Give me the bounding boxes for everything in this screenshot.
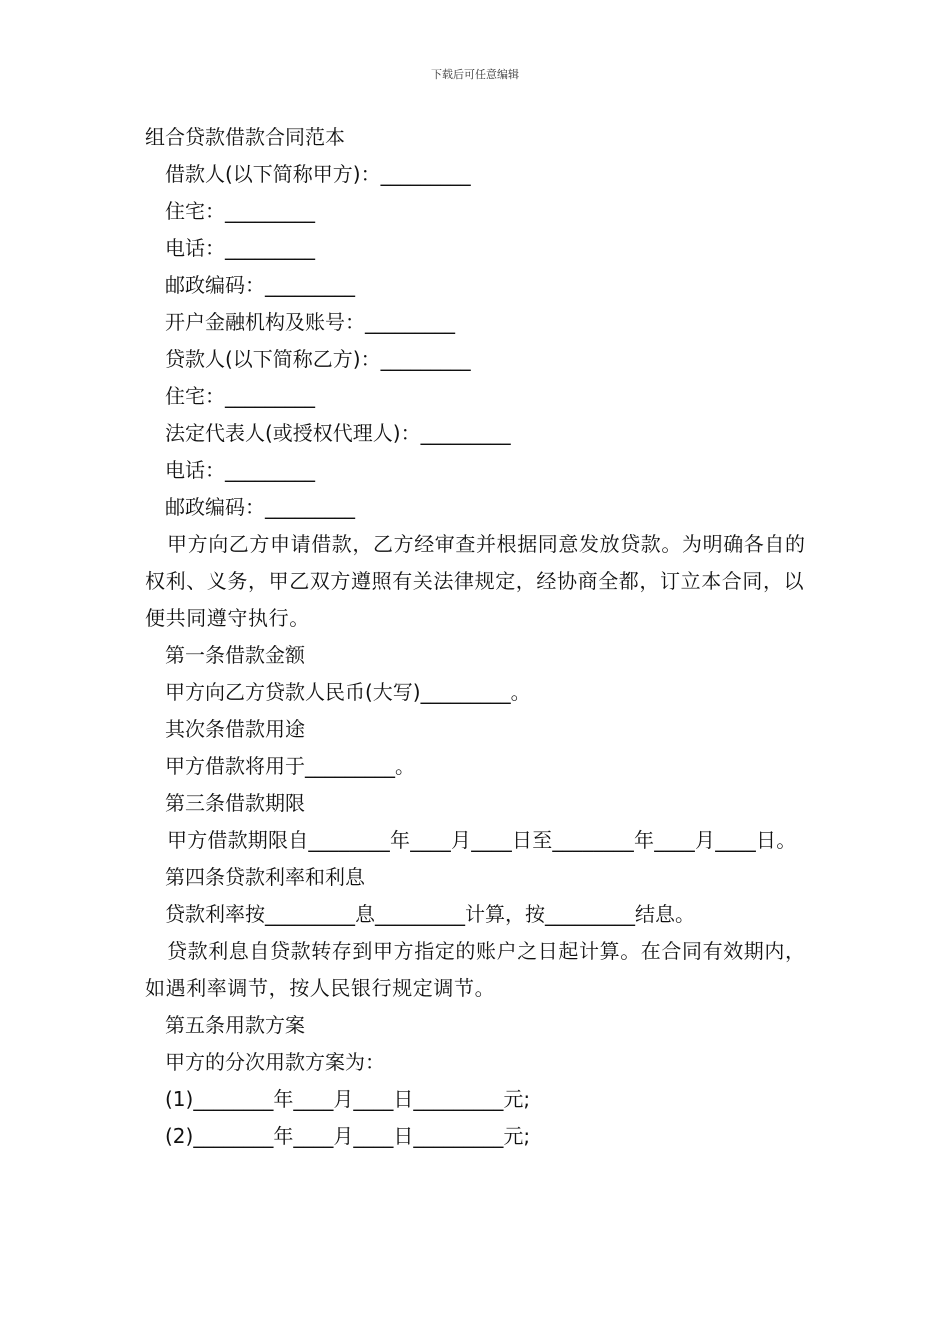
article-5-title: 第五条用款方案 — [165, 1013, 305, 1037]
lender-representative-field: 法定代表人(或授权代理人)：_________ — [165, 421, 511, 445]
article-3-title: 第三条借款期限 — [165, 791, 305, 815]
lender-address-field: 住宅：_________ — [165, 384, 315, 408]
article-1-title: 第一条借款金额 — [165, 643, 305, 667]
borrower-postcode-field: 邮政编码：_________ — [165, 273, 355, 297]
plan-item-2: (2)________年____月____日_________元; — [165, 1124, 531, 1148]
article-5-text: 甲方的分次用款方案为： — [165, 1050, 385, 1074]
interest-paragraph: 贷款利息自贷款转存到甲方指定的账户之日起计算。在合同有效期内，如遇利率调节，按人民银行规定调节。 — [145, 939, 806, 1000]
article-4-title: 第四条贷款利率和利息 — [165, 865, 365, 889]
article-3-text: 甲方借款期限自________年____月____日至________年____月____日。 — [167, 828, 797, 852]
document-title: 组合贷款借款合同范本 — [145, 125, 345, 149]
article-1-text: 甲方向乙方贷款人民币(大写)_________。 — [165, 680, 531, 704]
borrower-name-field: 借款人(以下简称甲方)：_________ — [165, 162, 471, 186]
borrower-phone-field: 电话：_________ — [165, 236, 315, 260]
article-2-text: 甲方借款将用于_________。 — [165, 754, 415, 778]
page-header: 下载后可任意编辑 — [431, 68, 519, 81]
borrower-address-field: 住宅：_________ — [165, 199, 315, 223]
article-2-title: 其次条借款用途 — [165, 717, 305, 741]
lender-postcode-field: 邮政编码：_________ — [165, 495, 355, 519]
intro-paragraph: 甲方向乙方申请借款，乙方经审查并根据同意发放贷款。为明确各自的权利、义务，甲乙双方遵照有关法律规定，经协商全都，订立本合同，以便共同遵守执行。 — [145, 532, 806, 630]
plan-item-1: (1)________年____月____日_________元; — [165, 1087, 531, 1111]
contract-document — [145, 119, 810, 1155]
borrower-bank-account-field: 开户金融机构及账号：_________ — [165, 310, 455, 334]
lender-phone-field: 电话：_________ — [165, 458, 315, 482]
article-4-text: 贷款利率按_________息_________计算，按_________结息。 — [165, 902, 695, 926]
lender-name-field: 贷款人(以下简称乙方)：_________ — [165, 347, 471, 371]
